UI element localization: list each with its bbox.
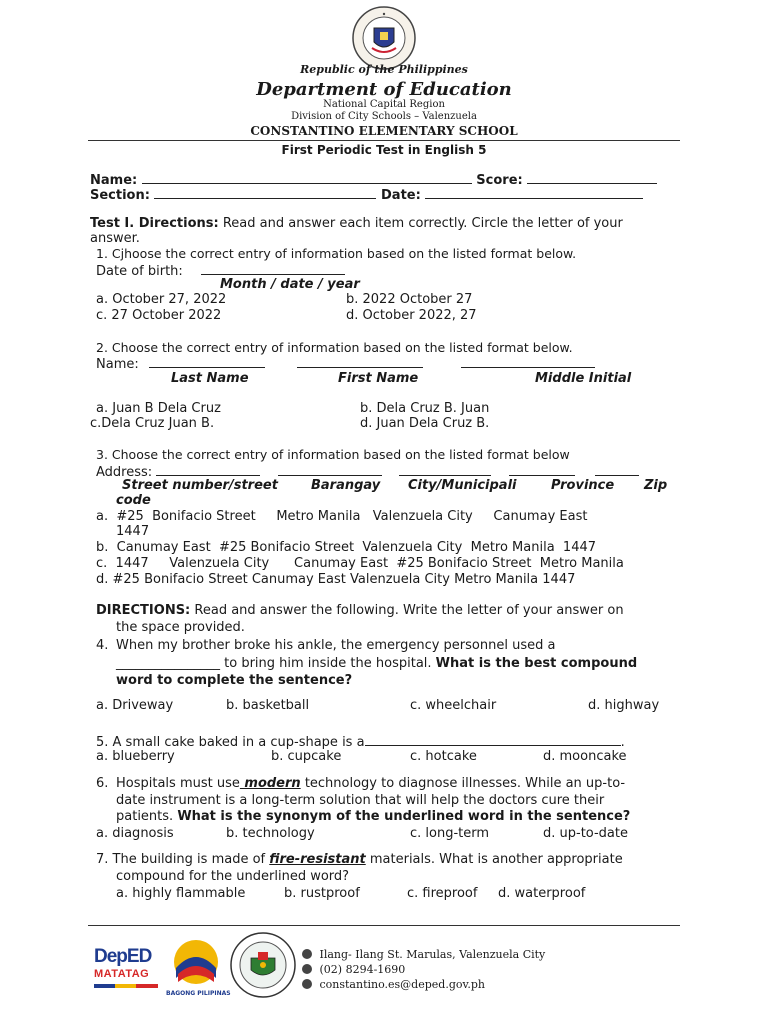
bagong-pilipinas-logo bbox=[166, 938, 231, 1000]
directions2-cont: the space provided. bbox=[116, 620, 245, 635]
q4-option-d[interactable]: d. highway bbox=[588, 698, 660, 713]
address-row bbox=[302, 947, 545, 962]
q7-option-d[interactable]: d. waterproof bbox=[498, 886, 586, 901]
q4-line2 bbox=[116, 656, 637, 671]
q4-blank[interactable]: ________________ bbox=[116, 656, 220, 671]
test1-directions bbox=[90, 216, 623, 231]
q2-option-b[interactable]: b. Dela Cruz B. Juan bbox=[360, 401, 490, 416]
q1-option-d[interactable]: d. October 2022, 27 bbox=[346, 308, 477, 323]
q7-option-a[interactable]: a. highly flammable bbox=[116, 886, 246, 901]
q4-line2-mid: to bring him inside the hospital. bbox=[224, 656, 432, 671]
q4-option-c[interactable]: c. wheelchair bbox=[410, 698, 497, 713]
q3-option-d[interactable]: d. #25 Bonifacio Street Canumay East Valenzuela City Metro Manila 1447 bbox=[96, 572, 576, 587]
q6-underlined-word: modern bbox=[239, 776, 301, 791]
region-line: National Capital Region bbox=[323, 99, 445, 110]
footer-phone: (02) 8294-1690 bbox=[319, 963, 406, 976]
q3-blank-1[interactable] bbox=[156, 463, 260, 476]
q3-blank-3[interactable] bbox=[399, 463, 491, 476]
q3-blank-4[interactable] bbox=[509, 463, 575, 476]
date-label: Date: bbox=[381, 188, 421, 203]
q6-line2: date instrument is a long-term solution that will help the doctors cure their bbox=[116, 793, 605, 808]
q4-line1: When my brother broke his ankle, the emergency personnel used a bbox=[116, 638, 556, 653]
q2-option-c[interactable]: c.Dela Cruz Juan B. bbox=[90, 416, 215, 431]
location-icon bbox=[302, 949, 312, 959]
school-name: CONSTANTINO ELEMENTARY SCHOOL bbox=[250, 124, 518, 138]
footer-divider bbox=[88, 925, 680, 926]
name-label: Name: bbox=[90, 173, 138, 188]
q5-blank[interactable] bbox=[365, 733, 621, 746]
q7-line2: compound for the underlined word? bbox=[116, 869, 350, 884]
test1-heading: Test I. Directions: bbox=[90, 216, 219, 231]
q2-col-middle: Middle Initial bbox=[535, 371, 632, 386]
q2-option-d[interactable]: d. Juan Dela Cruz B. bbox=[360, 416, 490, 431]
q2-col-first: First Name bbox=[338, 371, 419, 386]
q4-option-a[interactable]: a. Driveway bbox=[96, 698, 174, 713]
directions2-text: Read and answer the following. Write the letter of your answer on bbox=[194, 603, 624, 618]
directions2 bbox=[96, 603, 624, 618]
footer-email[interactable]: constantino.es@deped.gov.ph bbox=[319, 978, 486, 991]
q6-line3-pre: patients. bbox=[116, 809, 174, 824]
test-title: First Periodic Test in English 5 bbox=[281, 143, 487, 157]
q6-question: What is the synonym of the underlined word in the sentence? bbox=[177, 809, 631, 824]
q1-format: Month / date / year bbox=[220, 277, 360, 292]
section-label: Section: bbox=[90, 188, 150, 203]
department-title: Department of Education bbox=[256, 79, 512, 100]
q5-stem: 5. A small cake baked in a cup-shape is a bbox=[96, 735, 365, 750]
q6-num: 6. bbox=[96, 776, 109, 791]
q2-text: 2. Choose the correct entry of information based on the listed format below. bbox=[96, 340, 573, 355]
q3-blank-2[interactable] bbox=[278, 463, 382, 476]
republic-line: Republic of the Philippines bbox=[300, 63, 468, 76]
q6-option-d[interactable]: d. up-to-date bbox=[543, 826, 628, 841]
q3-text: 3. Choose the correct entry of information based on the listed format below bbox=[96, 447, 570, 462]
q2-col-last: Last Name bbox=[171, 371, 249, 386]
q2-label-text: Name: bbox=[96, 357, 139, 372]
q5-option-d[interactable]: d. mooncake bbox=[543, 749, 627, 764]
score-label: Score: bbox=[476, 173, 523, 188]
test1-directions-cont: answer. bbox=[90, 231, 140, 246]
deped-seal bbox=[352, 6, 416, 70]
q7-option-b[interactable]: b. rustproof bbox=[284, 886, 360, 901]
q6-option-a[interactable]: a. diagnosis bbox=[96, 826, 174, 841]
q6-line1 bbox=[116, 776, 625, 791]
footer-address: Ilang- Ilang St. Marulas, Valenzuela City bbox=[319, 948, 546, 961]
phone-icon bbox=[302, 964, 312, 974]
q1-option-a[interactable]: a. October 27, 2022 bbox=[96, 292, 227, 307]
q2-blank-3[interactable] bbox=[461, 355, 595, 368]
q3-label-text: Address: bbox=[96, 465, 153, 480]
q6-post: technology to diagnose illnesses. While an up-to- bbox=[304, 776, 626, 791]
q4-question: What is the best compound bbox=[435, 656, 638, 671]
section-field[interactable] bbox=[154, 186, 376, 199]
q5-end: . bbox=[620, 735, 625, 750]
q2-label bbox=[96, 355, 595, 372]
email-icon bbox=[302, 979, 312, 989]
q7-option-c[interactable]: c. fireproof bbox=[407, 886, 478, 901]
q3-col-zip: Zip bbox=[644, 478, 668, 493]
q3-col-city: City/Municipali bbox=[408, 478, 517, 493]
q3-col-province: Province bbox=[551, 478, 615, 493]
q4-line3: word to complete the sentence? bbox=[116, 673, 353, 688]
q6-option-b[interactable]: b. technology bbox=[226, 826, 315, 841]
q7-post: materials. What is another appropriate bbox=[369, 852, 623, 867]
q4-num: 4. bbox=[96, 638, 109, 653]
q6-pre: Hospitals must use bbox=[116, 776, 240, 791]
school-seal bbox=[230, 932, 296, 998]
q3-option-a[interactable]: a. #25 Bonifacio Street Metro Manila Valenzuela City Canumay East bbox=[96, 509, 588, 524]
q7-line1 bbox=[96, 852, 623, 867]
contact-info bbox=[302, 947, 545, 992]
q2-blank-2[interactable] bbox=[297, 355, 423, 368]
q3-col-zip-code: code bbox=[116, 493, 151, 508]
q1-option-c[interactable]: c. 27 October 2022 bbox=[96, 308, 222, 323]
email-row bbox=[302, 977, 545, 992]
q7-pre: 7. The building is made of bbox=[96, 852, 266, 867]
deped-logo-text: DepED bbox=[94, 946, 152, 967]
q3-col-street: Street number/street bbox=[122, 478, 278, 493]
matatag-text: MATATAG bbox=[94, 968, 150, 980]
header-divider bbox=[88, 140, 680, 141]
q5-option-a[interactable]: a. blueberry bbox=[96, 749, 175, 764]
q4-option-b[interactable]: b. basketball bbox=[226, 698, 310, 713]
q5-option-c[interactable]: c. hotcake bbox=[410, 749, 477, 764]
q6-option-c[interactable]: c. long-term bbox=[410, 826, 490, 841]
name-field[interactable] bbox=[142, 171, 472, 184]
q5-option-b[interactable]: b. cupcake bbox=[271, 749, 342, 764]
deped-matatag-logo bbox=[94, 946, 158, 994]
q6-line3 bbox=[116, 809, 630, 824]
date-field[interactable] bbox=[425, 186, 643, 199]
q1-blank[interactable] bbox=[201, 262, 345, 275]
q2-blank-1[interactable] bbox=[149, 355, 265, 368]
division-line: Division of City Schools – Valenzuela bbox=[291, 111, 477, 122]
q3-option-c[interactable]: c. 1447 Valenzuela City Canumay East #25 Bonifacio Street Metro Manila bbox=[96, 556, 624, 571]
q3-option-a-cont: 1447 bbox=[116, 524, 150, 539]
q3-blank-5[interactable] bbox=[595, 463, 639, 476]
bagong-pilipinas-text: BAGONG PILIPINAS bbox=[166, 990, 231, 997]
q3-col-barangay: Barangay bbox=[311, 478, 381, 493]
q2-option-a[interactable]: a. Juan B Dela Cruz bbox=[96, 401, 221, 416]
q5-text bbox=[96, 733, 625, 750]
phone-row bbox=[302, 962, 545, 977]
section-row bbox=[90, 186, 643, 203]
score-field[interactable] bbox=[527, 171, 657, 184]
directions2-heading: DIRECTIONS: bbox=[96, 603, 191, 618]
test1-directions-text: Read and answer each item correctly. Circle the letter of your bbox=[222, 216, 623, 231]
q3-option-b[interactable]: b. Canumay East #25 Bonifacio Street Valenzuela City Metro Manila 1447 bbox=[96, 540, 597, 555]
q1-option-b[interactable]: b. 2022 October 27 bbox=[346, 292, 473, 307]
q7-underlined-word: fire-resistant bbox=[269, 852, 366, 867]
q1-text: 1. Cjhoose the correct entry of information based on the listed format below. bbox=[96, 246, 577, 261]
q1-label-text: Date of birth: bbox=[96, 264, 183, 279]
